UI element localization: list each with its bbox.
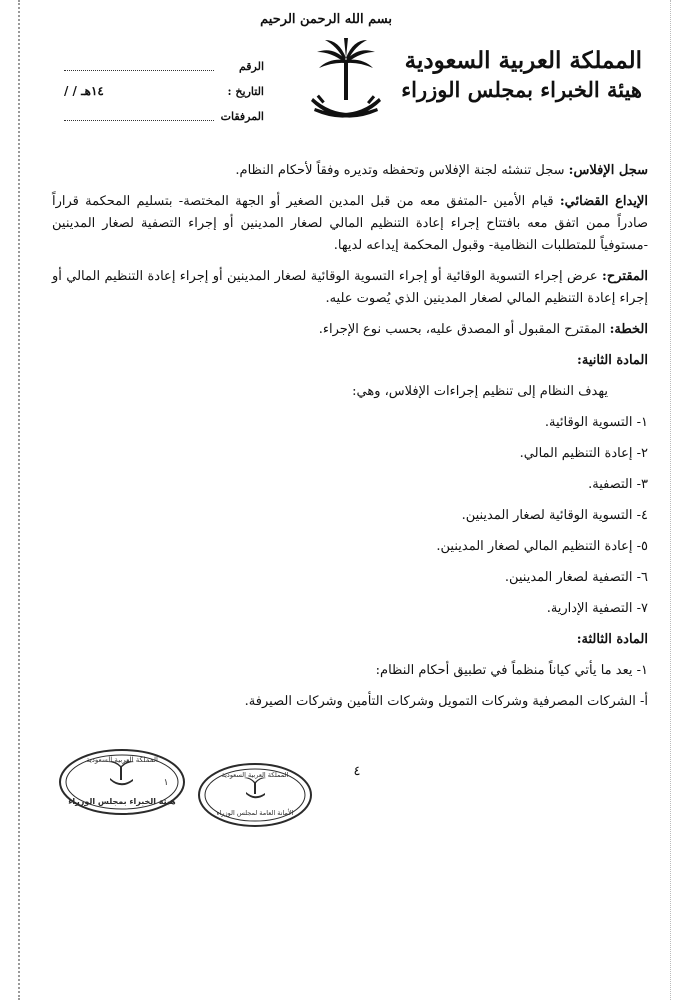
list-item: ٧- التصفية الإدارية. <box>546 601 648 616</box>
document-body <box>52 160 648 713</box>
ref-attachments-row <box>64 106 264 131</box>
basmala: بسم الله الرحمن الرحيم <box>260 12 392 27</box>
ref-date-row <box>64 81 264 106</box>
ref-number-row <box>64 56 264 81</box>
list-item: ٣- التصفية. <box>588 477 648 492</box>
agency-name: هيئة الخبراء بمجلس الوزراء <box>401 77 642 102</box>
definition-term: سجل الإفلاس: <box>568 163 648 178</box>
article-heading: المادة الثالثة: <box>576 632 648 647</box>
ref-number-label: الرقم <box>238 60 264 73</box>
definition-text: قيام الأمين -المتفق معه من قبل المدين الصغير أو الجهة المختصة- بتسليم المحكمة قراراً صادراً ممن اتفق معه بافتتاح إجراء إعادة التنظيم المالي لصغار المدينين أو إجراء التصفية لصغار المدينين -مستوفياً للمتطلبات النظامية- وقبول المحكمة إيداعه لديها. <box>52 194 648 253</box>
seal-left-top-text: المملكة العربية السعودية <box>86 756 158 764</box>
saudi-emblem-icon <box>309 38 383 128</box>
list-subitem: أ- الشركات المصرفية وشركات التمويل وشركات التأمين وشركات الصيرفة. <box>244 694 648 709</box>
seal-mid-bottom-text: الأمانة العامة لمجلس الوزراء <box>216 809 294 817</box>
seal-left-bottom-text: هيئة الخبراء بمجلس الوزراء <box>68 797 176 806</box>
list-item: ٦- التصفية لصغار المدينين. <box>504 570 648 585</box>
ministry-name: المملكة العربية السعودية <box>404 47 642 74</box>
ref-attachments-label: المرفقات <box>220 110 264 123</box>
definition-paragraph <box>52 191 648 257</box>
list-item: ٤- التسوية الوقائية لصغار المدينين. <box>461 508 648 523</box>
list-item: ٢- إعادة التنظيم المالي. <box>519 446 648 461</box>
definition-text: عرض إجراء التسوية الوقائية أو إجراء التسوية الوقائية لصغار المدينين أو إجراء إعادة التنظيم المالي أو إجراء إعادة التنظيم المالي لصغار المدينين الذي يُصوت عليه. <box>52 269 648 306</box>
ref-date-label: التاريخ : <box>227 85 264 98</box>
article-intro: يهدف النظام إلى تنظيم إجراءات الإفلاس، وهي: <box>352 384 608 399</box>
page-number: ٤ <box>353 764 361 779</box>
scan-edge-right <box>670 0 671 1000</box>
list-item: ١- التسوية الوقائية. <box>544 415 648 430</box>
official-seal-stamp <box>197 762 313 828</box>
definition-paragraph <box>52 319 648 341</box>
scan-edge-left <box>18 0 20 1000</box>
reference-fields <box>64 56 264 131</box>
list-item: ٥- إعادة التنظيم المالي لصغار المدينين. <box>436 539 648 554</box>
definition-term: الخطة: <box>609 322 648 337</box>
official-seal-stamp <box>58 748 186 816</box>
definition-term: الإيداع القضائي: <box>559 194 648 209</box>
definition-term: المقترح: <box>602 269 648 284</box>
ministry-header <box>401 46 642 104</box>
ref-attachments-line <box>64 120 214 121</box>
definition-text: سجل تنشئه لجنة الإفلاس وتحفظه وتديره وفقاً لأحكام النظام. <box>235 163 569 178</box>
ref-date-value: / / ١٤هـ <box>64 84 104 98</box>
definition-paragraph <box>52 160 648 182</box>
list-item: ١- يعد ما يأتي كياناً منظماً في تطبيق أحكام النظام: <box>375 663 648 678</box>
definition-paragraph <box>52 266 648 310</box>
seal-left-number: ١ <box>163 778 169 788</box>
ref-number-line <box>64 70 214 71</box>
definition-text: المقترح المقبول أو المصدق عليه، بحسب نوع الإجراء. <box>318 322 610 337</box>
article-heading: المادة الثانية: <box>577 353 648 368</box>
seal-mid-top-text: المملكة العربية السعودية <box>221 771 289 779</box>
